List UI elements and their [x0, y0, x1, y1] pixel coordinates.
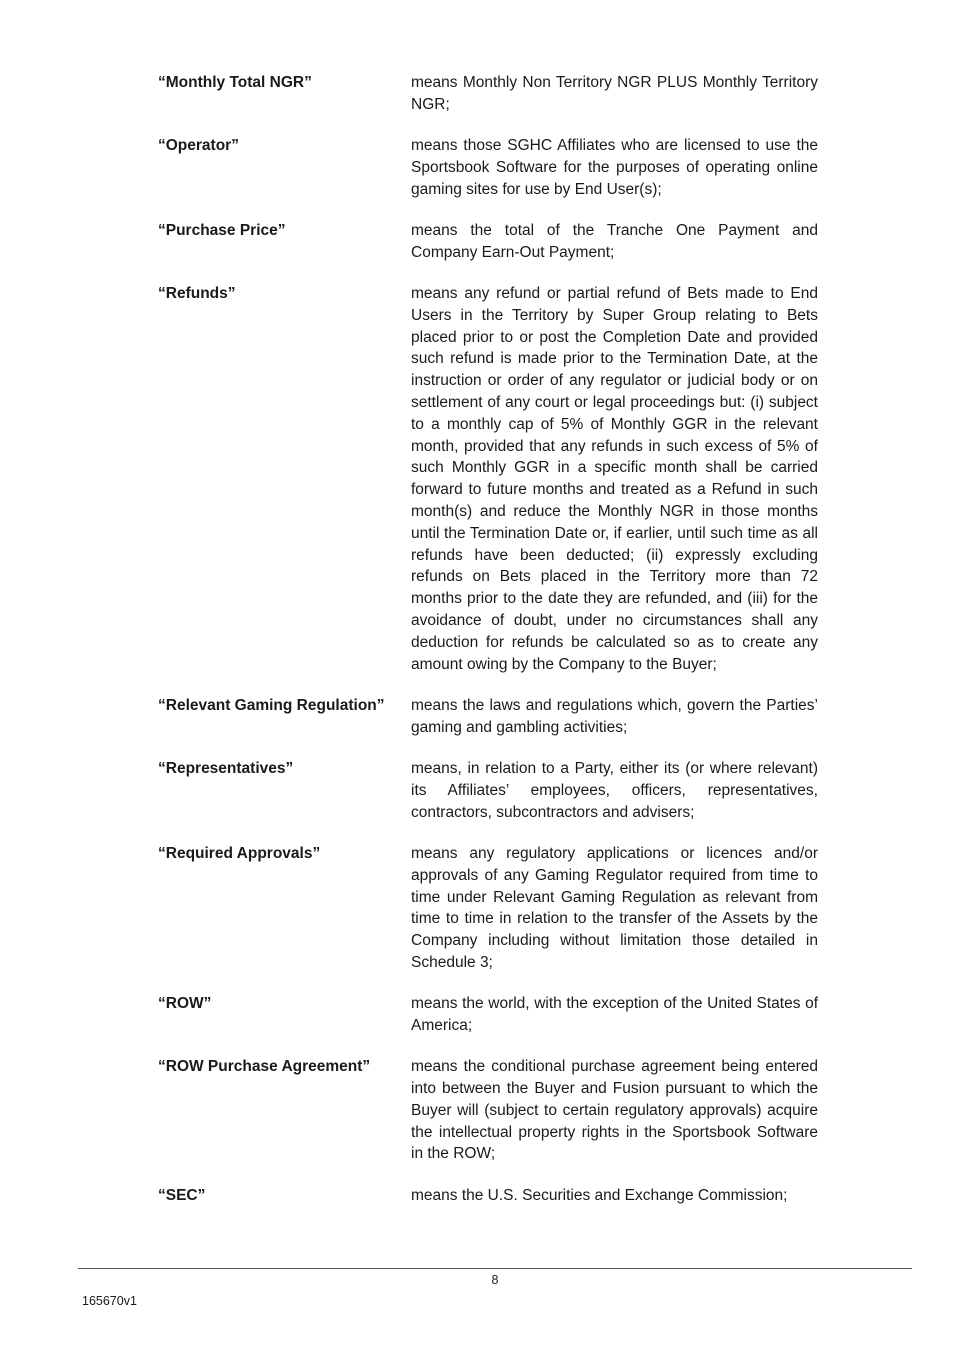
definition-meaning: means the conditional purchase agreement being entered into between the Buyer and Fusion pursuant to which the Buyer will (subject to certain regulatory approvals) acquire the intellectual property rights in the Sportsbook Software in the ROW; — [411, 1058, 818, 1163]
definition-row — [158, 135, 818, 200]
definition-row — [158, 1056, 818, 1165]
definition-row — [158, 758, 818, 823]
definition-term: “Refunds” — [158, 285, 236, 303]
definition-meaning: means the world, with the exception of the United States of America; — [411, 995, 818, 1034]
footer-divider — [78, 1268, 912, 1269]
definition-meaning: means any regulatory applications or licences and/or approvals of any Gaming Regulator required from time to time under Relevant Gaming Regulation as relevant from time to time in relation to the transfer of the Assets by the Company including without limitation those detailed in Schedule 3; — [411, 844, 818, 971]
definition-term: “Representatives” — [158, 760, 294, 778]
definition-term: “Monthly Total NGR” — [158, 74, 312, 91]
definition-meaning: means the total of the Tranche One Payment and Company Earn-Out Payment; — [411, 221, 818, 261]
definition-row — [158, 1185, 818, 1207]
definition-row — [158, 283, 818, 675]
page-number: 8 — [491, 1273, 499, 1287]
definition-meaning: means the U.S. Securities and Exchange Commission; — [411, 1186, 788, 1204]
definition-meaning: means, in relation to a Party, either its (or where relevant) its Affiliates’ employees, officers, representatives, contractors, subcontractors and advisers; — [411, 760, 818, 821]
definition-term: “ROW Purchase Agreement” — [158, 1058, 371, 1076]
definition-term: “Purchase Price” — [158, 221, 286, 239]
definition-term: “SEC” — [158, 1186, 206, 1204]
definition-row — [158, 993, 818, 1037]
definition-meaning: means Monthly Non Territory NGR PLUS Monthly Territory NGR; — [411, 74, 818, 113]
definition-row — [158, 220, 818, 264]
definition-term: “Required Approvals” — [158, 844, 321, 862]
definition-term: “Relevant Gaming Regulation” — [158, 696, 385, 714]
definitions-list — [158, 72, 818, 1226]
definition-meaning: means those SGHC Affiliates who are licensed to use the Sportsbook Software for the purposes of operating online gaming sites for use by End User(s); — [411, 137, 818, 198]
definition-row — [158, 72, 818, 116]
definition-row — [158, 695, 818, 739]
definition-term: “Operator” — [158, 137, 239, 155]
document-reference: 165670v1 — [82, 1294, 137, 1308]
definition-term: “ROW” — [158, 995, 212, 1013]
definition-meaning: means the laws and regulations which, govern the Parties’ gaming and gambling activities; — [411, 696, 818, 736]
definition-row — [158, 843, 818, 974]
definition-meaning: means any refund or partial refund of Bets made to End Users in the Territory by Super Group relating to Bets placed prior to or post the Completion Date and provided such refund is made prior to the Termination Date, at the instruction or order of any regulator or judicial body or on settlement of any court or legal proceedings but: (i) subject to a monthly cap of 5% of Monthly GGR in the relevant month, provided that any refunds in such excess of 5% of such Monthly GGR in a specific month shall be carried forward to future months and treated as a Refund in such month(s) and reduce the Monthly NGR in those months until the Termination Date or, if earlier, until such time as all refunds have been deducted; (ii) expressly excluding refunds on Bets placed in the Territory more than 72 months prior to the date they are refunded, and (iii) for the avoidance of doubt, under no circumstances shall any deduction for refunds be calculated so as to create any amount owing by the Company to the Buyer; — [411, 285, 818, 673]
